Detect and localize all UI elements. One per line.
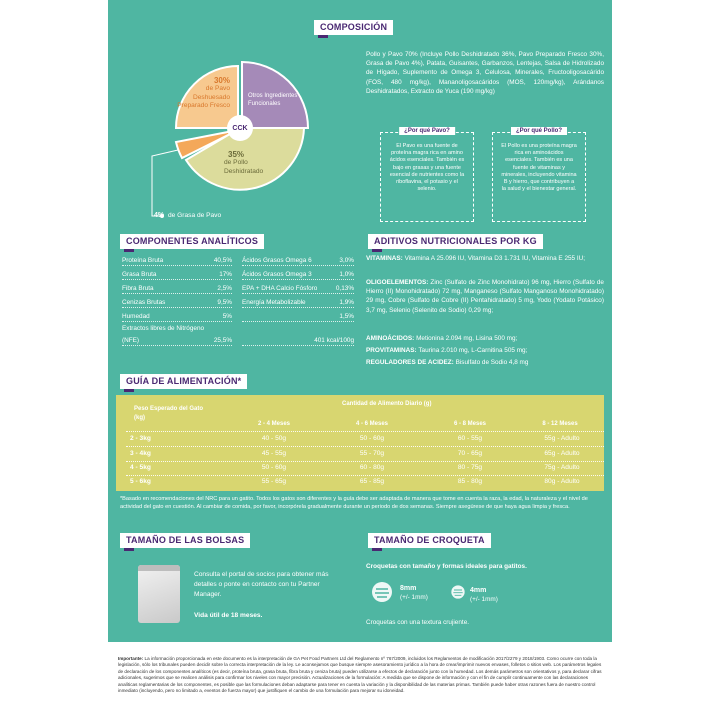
why-turkey-text: El Pavo es una fuente de proteína magra rica en amino ácidos esenciales. También es bajo en grasas y una fuente esencial de nutrientes como la riboflavina, el potasio y el selenio. bbox=[389, 143, 465, 193]
feed-cell: 50 - 60g bbox=[261, 464, 287, 471]
feed-cell: 85 - 80g bbox=[457, 478, 483, 485]
feed-cell: 60 - 80g bbox=[359, 464, 385, 471]
feed-cell: 55 - 70g bbox=[359, 450, 385, 457]
why-turkey-title: ¿Por qué Pavo? bbox=[399, 127, 455, 135]
feed-weight: 5 - 6kg bbox=[130, 478, 151, 485]
analytic-row: Energía Metabolizable 1,9% bbox=[242, 299, 354, 306]
nfe-label: Extractos libres de Nitrógeno bbox=[122, 325, 205, 332]
why-chicken-title: ¿Por qué Pollo? bbox=[511, 127, 567, 135]
why-turkey-box bbox=[380, 128, 474, 222]
analytic-row: Grasa Bruta 17% bbox=[122, 271, 232, 278]
analytic-header bbox=[120, 234, 264, 249]
col-header: 8 - 12 Meses bbox=[542, 421, 578, 427]
feeding-note: *Basado en recomendaciones del NRC para un gatito. Todos los gatos son diferentes y la guía debe ser adaptada de manera que tome en cuenta la raza, la edad, la naturaleza y el nivel de actividad del gato en cuestión. Al cambiar de comida, por favor, incorpórela gradualmente durante un periodo de dos semanas. Siempre asegúrese de que haya agua limpia y fresca. bbox=[120, 496, 588, 510]
feed-cell: 45 - 55g bbox=[261, 450, 287, 457]
feeding-header-text: GUÍA DE ALIMENTACIÓN* bbox=[126, 376, 242, 386]
row-divider bbox=[126, 475, 604, 476]
feeding-table bbox=[116, 395, 604, 491]
col-header: 4 - 6 Meses bbox=[355, 421, 389, 427]
analytic-row: Ácidos Grasos Omega 6 3,0% bbox=[242, 257, 354, 264]
weight-header: Peso Esperado del Gato (kg) bbox=[134, 406, 204, 421]
analytic-header-text: COMPONENTES ANALÍTICOS bbox=[126, 236, 259, 246]
col-header: 6 - 8 Meses bbox=[453, 421, 487, 427]
provit-text: PROVITAMINAS: Taurina 2.010 mg, L-Carnitina 505 mg; bbox=[366, 347, 528, 354]
analytic-row: Ácidos Grasos Omega 3 1,0% bbox=[242, 271, 354, 278]
amino-text: AMINOÁCIDOS: Metionina 2.094 mg, Lisina 500 mg; bbox=[366, 335, 518, 342]
composition-text: Pollo y Pavo 70% (Incluye Pollo Deshidratado 36%, Pavo Preparado Fresco 30%, Grasa de Pavo 4%), Patata, Guisantes, Garbanzos, Lentejas, Salsa de Hidrolizado de Hígado, Suplemento de Omega 3, Celulosa, Minerales, Fructooligosacárido (FOS, 480 mg/kg), Mananoligosacáridos (MOS, 120mg/kg), Arándanos Deshidratados, Extracto de Yuca (190 mg/kg) bbox=[366, 51, 604, 95]
additives-header bbox=[368, 234, 543, 249]
footer-label: Importante: bbox=[118, 656, 144, 661]
feed-cell: 65g - Adulto bbox=[544, 450, 580, 457]
analytic-row: 1,5% bbox=[242, 312, 354, 322]
kibble-8mm-icon bbox=[370, 580, 394, 604]
oligo-text: OLIGOELEMENTOS: Zinc (Sulfato de Zinc Monohidrato) 96 mg, Hierro (Sulfato de Hierro (II) Monohidratado) 72 mg, Manganeso (Sulfato Manganoso Monohidratado) 29 mg, Cobre (Sulfato de Cobre (II) Pentahidratado) 5 mg, Yodo (Yodato Potásico) 3,7 mg, Selenio (Selenito de Sodio) 0,29 mg; bbox=[366, 279, 604, 314]
feed-cell: 80 - 75g bbox=[457, 464, 483, 471]
pie-label-turkey-pct: 30% bbox=[213, 76, 230, 85]
bag-image bbox=[138, 565, 180, 623]
feed-cell: 70 - 65g bbox=[457, 450, 483, 457]
bags-text: Consulta el portal de socios para obtener más detalles o ponte en contacto con tu Partner Manager. bbox=[194, 571, 329, 598]
col-header: 2 - 4 Meses bbox=[257, 421, 291, 427]
kibble-tol-8mm: (+/- 1mm) bbox=[400, 594, 428, 601]
additives-header-text: ADITIVOS NUTRICIONALES POR KG bbox=[374, 236, 537, 246]
feed-cell: 65 - 85g bbox=[359, 478, 385, 485]
footer-text: La información proporcionada en este documento es la interpretación de GA Pet Food Partners Ltd del Reglamento nº 767/2009, incluidos los Reglamentos de modificación 2017/2279 y 2018/1903. Como ocurre con toda la legislación, sólo los tribunales pueden decidir sobre la correcta interpretación de la ley. Le aconsejamos que busque siempre asesoramiento jurídico a la hora de crear/imprimir nuevos envases, folletos o sitios web. Los parámetros legales de declaración de los componentes analíticos (es decir, proteína bruta, grasa bruta, fibra bruta y ceniza bruta) pueden utilizarse a efectos de declaración junto con la humedad. Los demás parámetros son orientativos y, para declarar cifras adicionales, sugerimos que se realicen análisis para confirmar los niveles con mayor precisión. Actualizaciones de la formulación: A medida que se dispone de información y con el fin de cumplir continuamente con las declaraciones analíticas reglamentarias de los componentes, es posible que las formulaciones deban adaptarse para tener en cuenta la variación y la disponibilidad de las materias primas. También puede haber otras razones fuera de nuestro control inmediato (incluyendo, pero no limitado a, eventos de fuerza mayor) que justifiquen el cambio de una formulación para mejorar su idoneidad. bbox=[118, 656, 602, 694]
pie-label-turkey: de Pavo Deshuesado Preparado Fresco bbox=[177, 85, 230, 110]
row-divider bbox=[126, 461, 604, 462]
product-sheet bbox=[108, 0, 612, 642]
legal-footer bbox=[118, 656, 604, 694]
pie-label-chicken: de Pollo Deshidratado bbox=[224, 159, 264, 175]
why-chicken-box bbox=[492, 128, 586, 222]
feed-cell: 55g - Adulto bbox=[544, 435, 580, 442]
analytic-row: Humedad 5% bbox=[122, 313, 232, 320]
amount-header: Cantidad de Alimento Diario (g) bbox=[342, 401, 432, 407]
pie-center-label: CCK bbox=[232, 125, 248, 132]
feed-cell: 40 - 50g bbox=[261, 435, 287, 442]
row-divider bbox=[126, 431, 604, 432]
feed-weight: 2 - 3kg bbox=[130, 435, 151, 442]
feed-cell: 80g - Adulto bbox=[544, 478, 580, 485]
acid-text: REGULADORES DE ACIDEZ: Bisulfato de Sodio 4,8 mg bbox=[366, 359, 529, 366]
kibble-intro: Croquetas con tamaño y formas ideales para gatitos. bbox=[366, 563, 527, 570]
feed-cell: 50 - 60g bbox=[359, 435, 385, 442]
feed-cell: 55 - 65g bbox=[261, 478, 287, 485]
feed-cell: 75g - Adulto bbox=[544, 464, 580, 471]
pie-label-fat: de Grasa de Pavo bbox=[168, 212, 222, 219]
feed-weight: 3 - 4kg bbox=[130, 450, 151, 457]
analytic-row: Cenizas Brutas 9,5% bbox=[122, 299, 232, 306]
kibble-tol-4mm: (+/- 1mm) bbox=[470, 596, 498, 603]
feed-cell: 60 - 55g bbox=[457, 435, 483, 442]
pie-label-chicken-pct: 35% bbox=[228, 150, 245, 159]
analytic-row: Proteína Bruta 40,5% bbox=[122, 257, 232, 264]
analytic-row: (NFE) 25,5% bbox=[122, 337, 232, 344]
kibble-header-text: TAMAÑO DE CROQUETA bbox=[374, 535, 485, 545]
shelf-life: Vida útil de 18 meses. bbox=[194, 612, 263, 619]
bags-header bbox=[120, 533, 250, 548]
why-chicken-text: El Pollo es una proteína magra rica en aminoácidos esenciales. También es una fuente de vitaminas y minerales, incluyendo vitamina B y hierro, que contribuyen a la salud y el bienestar general. bbox=[501, 143, 577, 193]
bags-header-text: TAMAÑO DE LAS BOLSAS bbox=[126, 535, 245, 545]
composition-header-text: COMPOSICIÓN bbox=[320, 22, 388, 32]
vitamins-text: VITAMINAS: Vitamina A 25.096 IU, Vitamina D3 1.731 IU, Vitamina E 255 IU; bbox=[366, 255, 586, 262]
kibble-4mm-icon bbox=[450, 584, 466, 600]
analytic-row: 401 kcal/100g bbox=[242, 336, 354, 346]
feeding-header bbox=[120, 374, 247, 389]
analytic-row: Fibra Bruta 2,5% bbox=[122, 285, 232, 292]
analytic-row: EPA + DHA Calcio Fósforo 0,13% bbox=[242, 285, 354, 292]
kibble-size-4mm: 4mm bbox=[470, 587, 487, 594]
composition-header bbox=[314, 20, 393, 35]
pie-label-fat-pct: 4% bbox=[154, 212, 165, 219]
row-divider bbox=[126, 446, 604, 447]
feed-weight: 4 - 5kg bbox=[130, 464, 151, 471]
kibble-texture: Croquetas con una textura crujiente. bbox=[366, 619, 470, 626]
kibble-header bbox=[368, 533, 491, 548]
pie-label-other: Otros Ingredientes Funcionales bbox=[248, 93, 298, 107]
fat-leader-line bbox=[152, 150, 178, 216]
kibble-size-8mm: 8mm bbox=[400, 585, 417, 592]
